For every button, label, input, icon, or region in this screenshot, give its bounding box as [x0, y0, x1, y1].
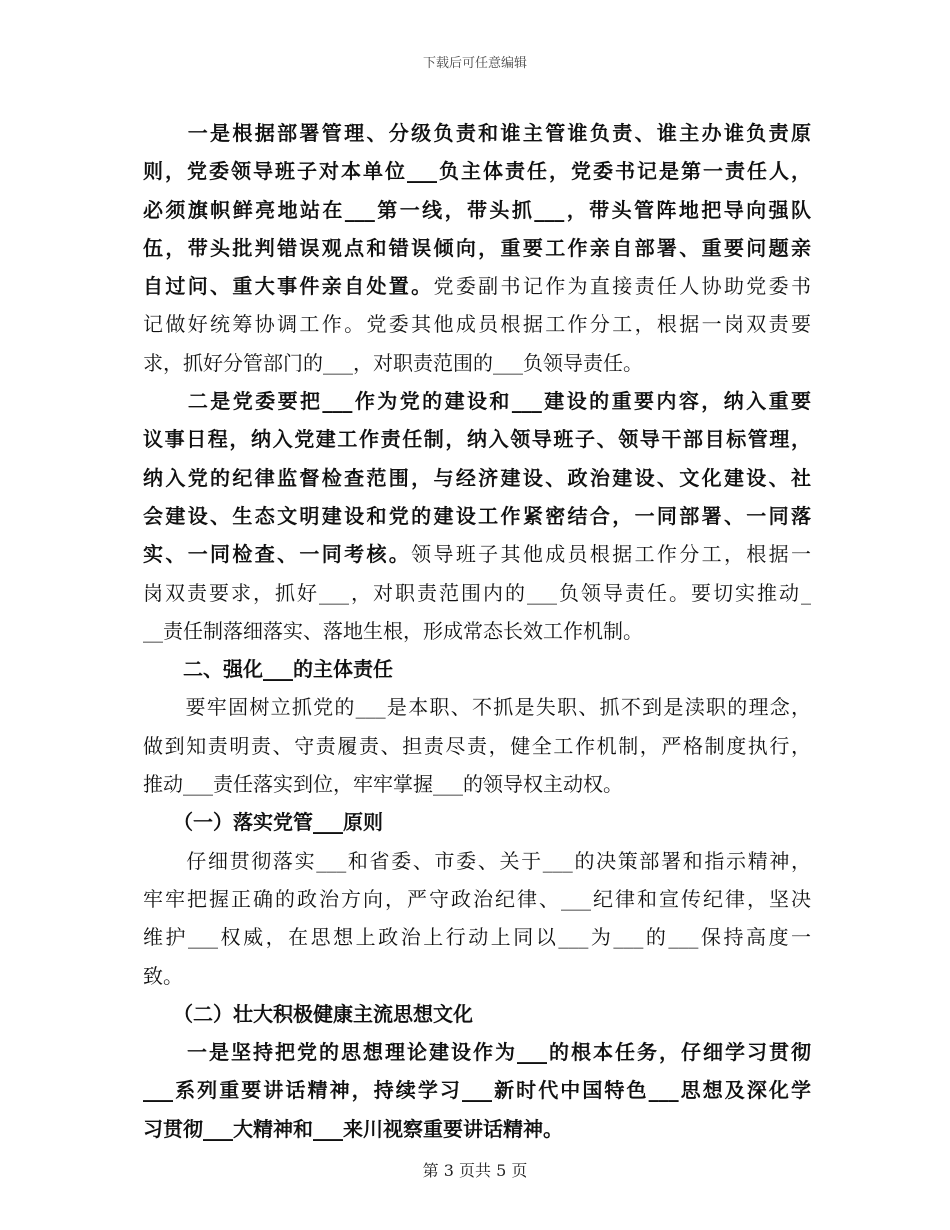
- text-segment: 仔细贯彻落实___和省委、市委、关于___的决策部署和指示精神，: [143, 848, 811, 873]
- bold-text-segment: 则，党委领导班子对本单位___负主体责任，党委书记是第一责任人，: [143, 159, 811, 184]
- text-segment: 领导班子其他成员根据工作分工，根据一: [411, 542, 812, 567]
- bold-text-segment: （一）落实党管___原则: [143, 810, 383, 835]
- bold-text-segment: 一是根据部署管理、分级负责和谁主管谁负责、谁主办谁负责原: [143, 121, 811, 145]
- text-line: [143, 842, 811, 880]
- text-segment: 牢牢把握正确的政治方向，严守政治纪律、___纪律和宣传纪律，坚决: [143, 886, 811, 911]
- text-segment: __责任制落细落实、落地生根，形成常态长效工作机制。: [143, 618, 643, 643]
- text-line: [143, 957, 811, 995]
- text-segment: 求，抓好分管部门的___，对职责范围的___负领导责任。: [143, 350, 643, 375]
- text-segment: 党委副书记作为直接责任人协助党委书: [433, 274, 812, 299]
- bold-text-segment: 一是坚持把党的思想理论建设作为___的根本任务，仔细学习贯彻: [143, 1040, 811, 1065]
- text-line: [143, 267, 811, 305]
- text-line: [143, 229, 811, 267]
- text-line: [143, 1110, 811, 1148]
- document-body: [143, 114, 811, 1148]
- text-line: [143, 420, 811, 458]
- text-line: [143, 574, 811, 612]
- text-segment: 推动___责任落实到位，牢牢掌握___的领导权主动权。: [143, 772, 623, 797]
- page-footer: 第 3 页共 5 页: [422, 1161, 528, 1180]
- bold-text-segment: 伍，带头批判错误观点和错误倾向，重要工作亲自部署、重要问题亲: [143, 235, 811, 260]
- bold-text-segment: 会建设、生态文明建设和党的建设工作紧密结合，一同部署、一同落: [143, 503, 811, 528]
- bold-text-segment: 议事日程，纳入党建工作责任制，纳入领导班子、领导干部目标管理，: [143, 427, 811, 452]
- text-segment: 维护___权威，在思想上政治上行动上同以___为___的___保持高度一: [143, 925, 811, 950]
- text-line: [143, 497, 811, 535]
- text-line: [143, 1033, 811, 1071]
- text-line: [143, 803, 811, 841]
- text-line: [143, 459, 811, 497]
- text-line: [143, 535, 811, 573]
- text-line: [143, 344, 811, 382]
- text-segment: 岗双责要求，抓好___，对职责范围内的___负领导责任。要切实推动_: [143, 580, 811, 605]
- text-segment: 记做好统筹协调工作。党委其他成员根据工作分工，根据一岗双责要: [143, 312, 811, 337]
- text-line: [143, 1071, 811, 1109]
- bold-text-segment: 纳入党的纪律监督检查范围，与经济建设、政治建设、文化建设、社: [143, 465, 811, 490]
- bold-text-segment: 自过问、重大事件亲自处置。: [143, 274, 434, 299]
- text-line: [143, 382, 811, 420]
- bold-text-segment: 实、一同检查、一同考核。: [143, 542, 412, 567]
- text-line: [143, 765, 811, 803]
- bold-text-segment: 二是党委要把___作为党的建设和___建设的重要内容，纳入重要: [143, 389, 811, 414]
- text-line: [143, 688, 811, 726]
- bold-text-segment: 必须旗帜鲜亮地站在___第一线，带头抓___，带头管阵地把导向强队: [143, 197, 811, 222]
- text-segment: 做到知责明责、守责履责、担责尽责，健全工作机制，严格制度执行，: [143, 733, 811, 758]
- bold-text-segment: （二）壮大积极健康主流思想文化: [143, 1001, 473, 1026]
- bold-text-segment: 习贯彻___大精神和___来川视察重要讲话精神。: [143, 1116, 563, 1141]
- text-line: [143, 152, 811, 190]
- text-line: [143, 191, 811, 229]
- text-line: [143, 305, 811, 343]
- text-line: [143, 612, 811, 650]
- page-header: 下载后可任意编辑: [422, 56, 527, 71]
- text-segment: 致。: [143, 963, 183, 988]
- text-line: [143, 114, 811, 152]
- bold-text-segment: 二、强化___的主体责任: [143, 657, 393, 682]
- text-line: [143, 880, 811, 918]
- text-line: [143, 995, 811, 1033]
- bold-text-segment: ___系列重要讲话精神，持续学习___新时代中国特色___思想及深化学: [143, 1078, 811, 1103]
- text-line: [143, 727, 811, 765]
- text-line: [143, 918, 811, 956]
- text-segment: 要牢固树立抓党的___是本职、不抓是失职、抓不到是渎职的理念，: [143, 695, 811, 720]
- text-line: [143, 650, 811, 688]
